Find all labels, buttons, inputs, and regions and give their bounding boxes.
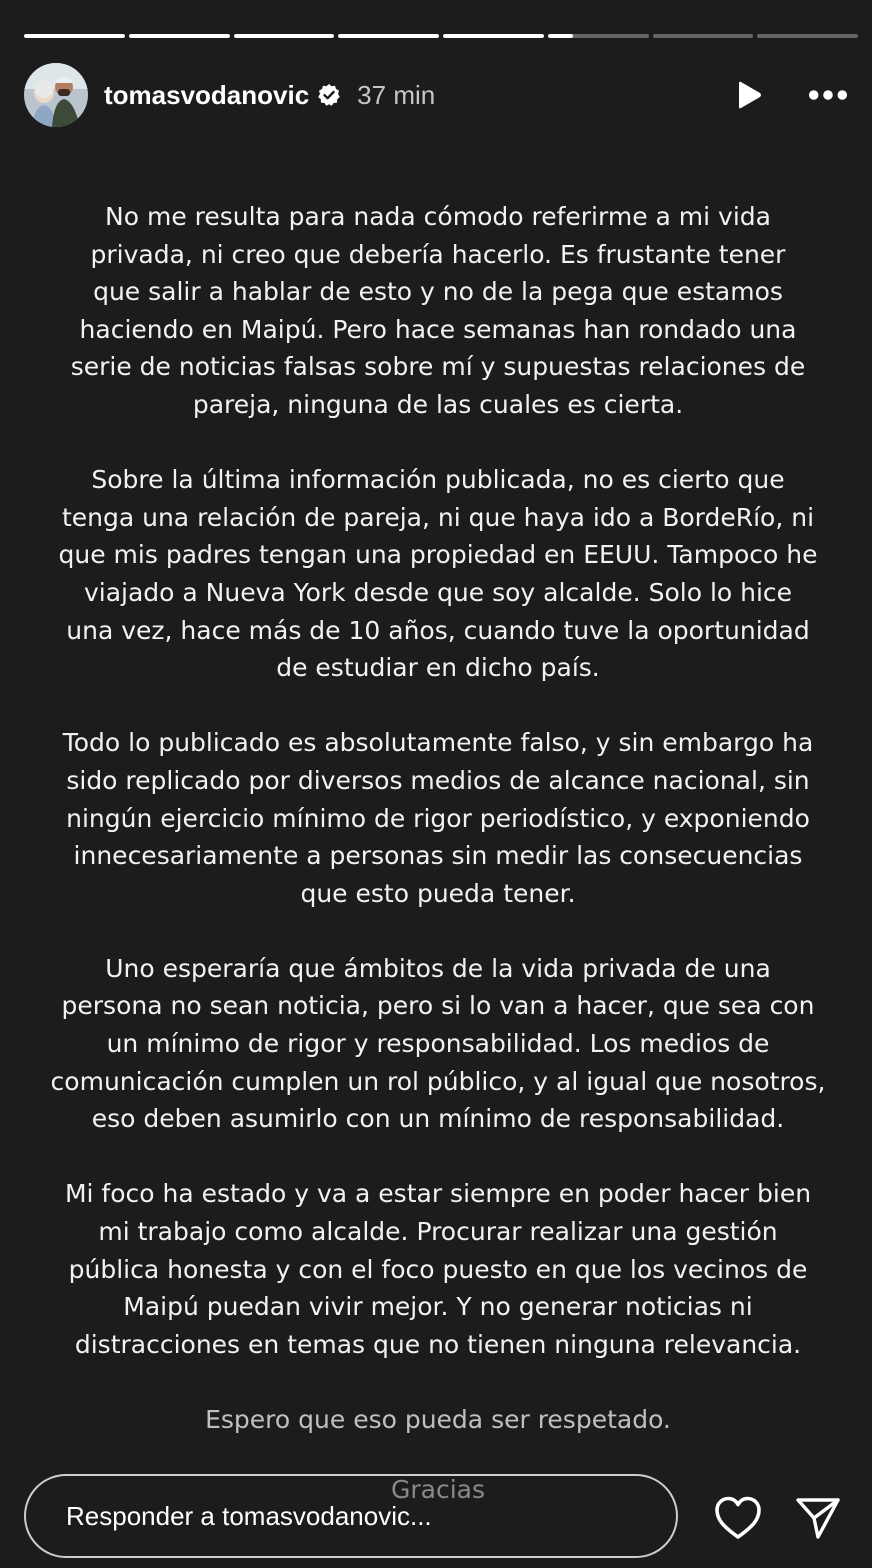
story-paragraph: No me resulta para nada cómodo referirme a mi vida privada, ni creo que debería hacerlo. Es frustante tener que salir a hablar de esto y no de la pega que estamos haciendo en Maipú. Pero hace semanas han rondado una serie de noticias falsas sobre mí y supuestas relaciones de pareja, ninguna de las cuales es cierta. [70,202,806,419]
story-paragraph: Uno esperaría que ámbitos de la vida privada de una persona no sean noticia, pero si lo van a hacer, que sea con un mínimo de rigor y responsabilidad. Los medios de comunicación cumplen un rol público, y al igual que nosotros, eso deben asumirlo con un mínimo de responsabilidad. [50,953,826,1134]
avatar[interactable] [24,63,88,127]
story-paragraph: Mi foco ha estado y va a estar siempre en poder hacer bien mi trabajo como alcalde. Procurar realizar una gestión pública honesta y con el foco puesto en que los vecinos de Maipú puedan vivir mejor. Y no generar noticias ni distracciones en temas que no tienen ninguna relevancia. [64,1179,812,1359]
play-icon[interactable] [728,75,768,115]
username[interactable]: tomasvodanovic [104,79,310,110]
progress-segment [338,34,439,38]
reply-placeholder: Responder a tomasvodanovic... [66,1500,432,1531]
story-header [24,62,848,128]
heart-icon[interactable] [714,1494,762,1542]
progress-segment [24,34,125,38]
story-paragraph: Sobre la última información publicada, no es cierto que tenga una relación de pareja, ni que haya ido a BordeRío, ni que mis padres tengan una propiedad en EEUU. Tampoco he viajado a Nueva York desde que soy alcalde. Solo lo hice una vez, hace más de 10 años, cuando tuve la oportunidad de estudiar en dicho país. [58,465,818,683]
reply-input[interactable] [24,1474,678,1558]
more-icon[interactable] [808,75,848,115]
progress-segment [548,34,649,38]
story-progress-bar [24,34,858,38]
story-closing: Espero que eso pueda ser respetado. [205,1405,671,1434]
verified-badge-icon [317,83,341,107]
story-timestamp: 37 min [357,79,436,110]
send-icon[interactable] [794,1494,842,1542]
progress-segment [757,34,858,38]
progress-segment [234,34,335,38]
story-paragraph: Todo lo publicado es absolutamente falso, y sin embargo ha sido replicado por diversos medios de alcance nacional, sin ningún ejercicio mínimo de rigor periodístico, y exponiendo innecesariamente a personas sin medir las consecuencias que esto pueda tener. [62,728,814,908]
progress-segment [129,34,230,38]
story-text [40,198,836,1546]
progress-segment [443,34,544,38]
story-signoff: Gracias [390,1475,485,1505]
progress-segment [653,34,754,38]
